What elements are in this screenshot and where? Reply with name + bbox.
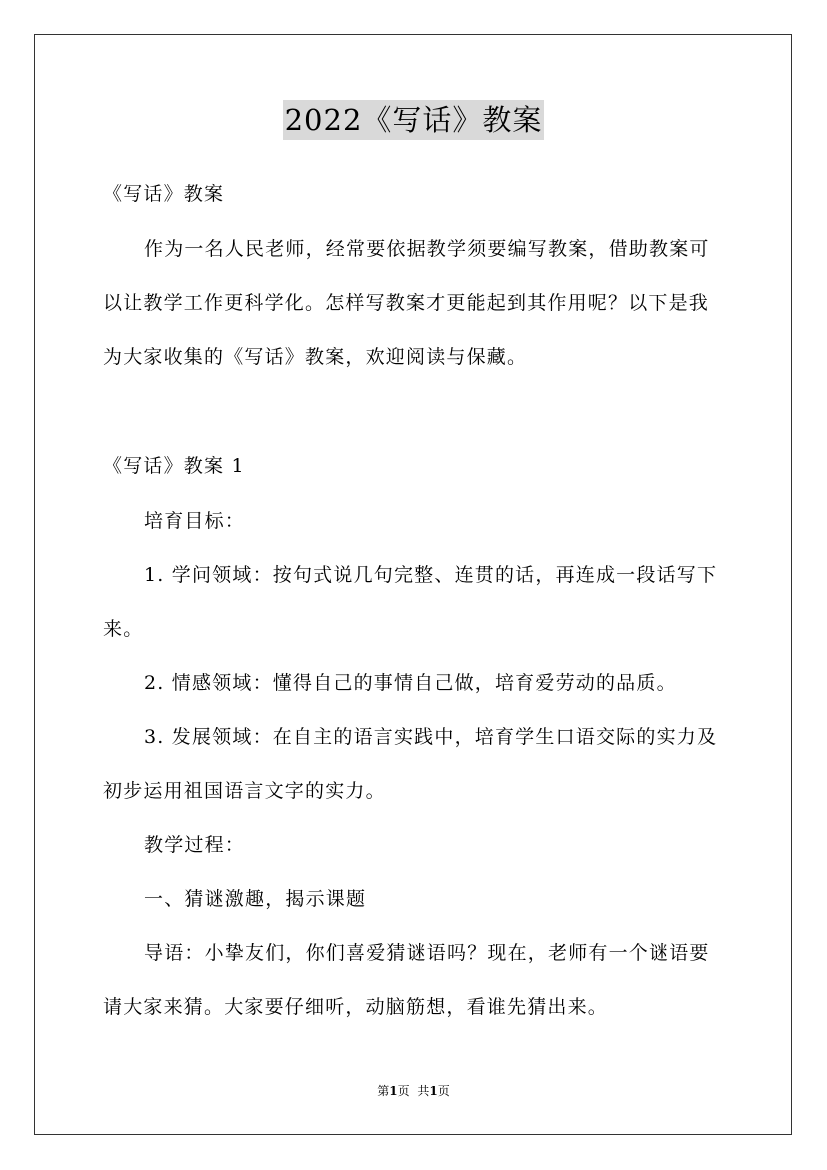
paragraph-line: 2. 情感领域：懂得自己的事情自己做，培育爱劳动的品质。 bbox=[144, 672, 677, 694]
document-title: 2022《写话》教案 bbox=[283, 100, 545, 140]
section-heading: 《写话》教案 1 bbox=[103, 455, 245, 477]
total-prefix: 共 bbox=[417, 1084, 430, 1098]
paragraph-line: 一、猜谜激趣，揭示课题 bbox=[144, 888, 367, 910]
paragraph-line: 初步运用祖国语言文字的实力。 bbox=[103, 780, 386, 802]
page-number: 1 bbox=[389, 1084, 398, 1098]
paragraph-line: 导语：小挚友们，你们喜爱猜谜语吗？现在，老师有一个谜语要 bbox=[144, 942, 710, 964]
paragraph-line: 为大家收集的《写话》教案，欢迎阅读与保藏。 bbox=[103, 346, 528, 368]
paragraph-line: 作为一名人民老师，经常要依据教学须要编写教案，借助教案可 bbox=[144, 238, 710, 260]
paragraph-line: 请大家来猜。大家要仔细听，动脑筋想，看谁先猜出来。 bbox=[103, 996, 609, 1018]
total-suffix: 页 bbox=[437, 1084, 450, 1098]
total-pages: 1 bbox=[429, 1084, 438, 1098]
paragraph-line: 1. 学问领域：按句式说几句完整、连贯的话，再连成一段话写下 bbox=[144, 564, 718, 586]
paragraph-line: 以让教学工作更科学化。怎样写教案才更能起到其作用呢？以下是我 bbox=[103, 292, 710, 314]
page-footer bbox=[0, 1083, 827, 1099]
paragraph-line: 来。 bbox=[103, 618, 144, 640]
paragraph-line: 培育目标： bbox=[144, 510, 246, 532]
page-suffix: 页 bbox=[397, 1084, 410, 1098]
page-prefix: 第 bbox=[377, 1084, 390, 1098]
title-container bbox=[0, 100, 827, 140]
paragraph-line: 3. 发展领域：在自主的语言实践中，培育学生口语交际的实力及 bbox=[144, 726, 718, 748]
section-heading: 《写话》教案 bbox=[103, 183, 225, 205]
paragraph-line: 教学过程： bbox=[144, 834, 246, 856]
